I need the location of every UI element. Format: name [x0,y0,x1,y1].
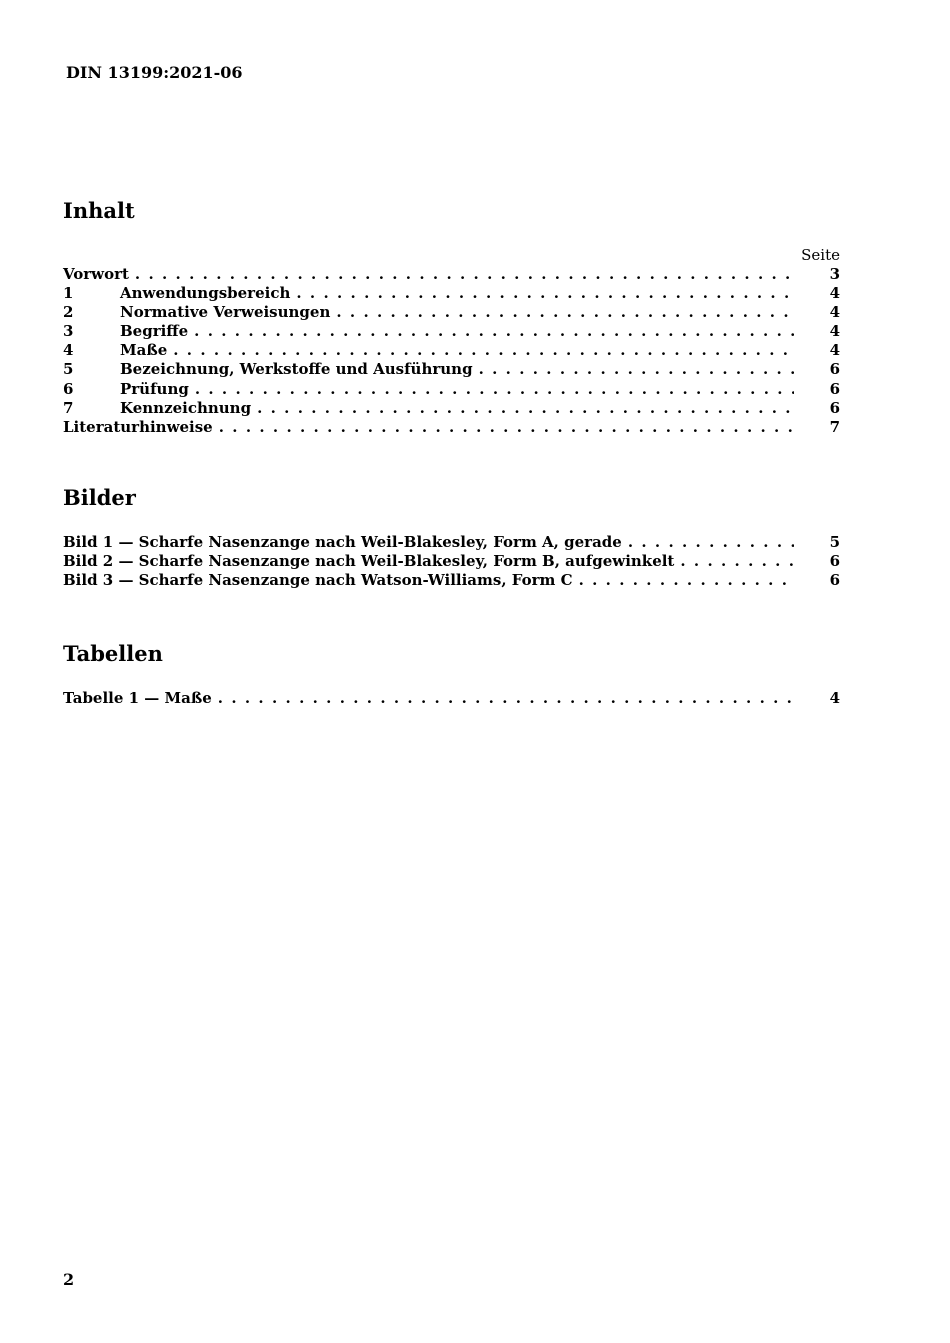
figure-entry-page: 5 [829,533,840,551]
toc-entry-page: 4 [829,284,840,303]
dot-leader [194,322,794,341]
figure-entry-page: 6 [829,571,840,590]
toc-entry-number: 3 [63,322,74,341]
figure-entry-title: Bild 2 — Scharfe Nasenzange nach Weil-Blakesley, Form B, aufgewinkelt [63,552,675,571]
toc-entry-vorwort[interactable] [63,265,840,284]
table-entry[interactable] [63,689,840,708]
toc-entry-page: 4 [829,322,840,341]
toc-entry-normative-verweisungen[interactable] [63,303,840,322]
dot-leader [195,380,794,399]
dot-leader [336,303,794,322]
toc-entry-page: 6 [829,398,840,417]
dot-leader [218,689,794,708]
toc-entry-title: Bezeichnung, Werkstoffe und Ausführung [120,360,473,379]
dot-leader [173,341,794,360]
toc-entry-title: Literaturhinweise [63,417,213,436]
page-column-label: Seite [801,246,840,264]
page-number: 2 [63,1270,75,1289]
toc-entry-anwendungsbereich[interactable] [63,284,840,303]
toc-entry-page: 6 [829,379,840,398]
figures-heading: Bilder [63,485,136,510]
toc-entry-title: Maße [120,341,168,360]
toc-entry-title: Prüfung [120,379,189,398]
toc-entry-masse[interactable] [63,341,840,360]
toc-entry-page: 6 [829,360,840,379]
toc-entry-page: 4 [829,303,840,322]
contents-list [63,265,840,437]
figure-entry-title: Bild 1 — Scharfe Nasenzange nach Weil-Blakesley, Form A, gerade [63,533,622,551]
toc-entry-page: 3 [829,265,840,283]
dot-leader [680,552,794,571]
dot-leader [219,418,794,437]
toc-entry-number: 1 [63,284,74,303]
toc-entry-bezeichnung[interactable] [63,360,840,379]
toc-entry-number: 6 [63,379,74,398]
toc-entry-title: Vorwort [63,265,129,283]
figure-entry-title: Bild 3 — Scharfe Nasenzange nach Watson-Williams, Form C [63,571,573,590]
toc-entry-title: Normative Verweisungen [120,303,331,322]
toc-entry-page: 4 [829,341,840,360]
toc-entry-title: Begriffe [120,322,189,341]
dot-leader [628,533,794,552]
figure-entry[interactable] [63,552,840,571]
toc-entry-begriffe[interactable] [63,322,840,341]
figure-entry-page: 6 [829,552,840,571]
tables-list [63,689,840,708]
toc-entry-number: 7 [63,398,74,417]
dot-leader [296,284,794,303]
table-entry-page: 4 [829,689,840,707]
toc-entry-pruefung[interactable] [63,380,840,399]
dot-leader [135,265,794,284]
toc-entry-number: 5 [63,360,74,379]
tables-heading: Tabellen [63,641,163,666]
toc-entry-page: 7 [829,417,840,436]
toc-entry-title: Anwendungsbereich [120,284,291,303]
document-id: DIN 13199:2021-06 [66,63,243,82]
figures-list [63,533,840,590]
table-entry-title: Tabelle 1 — Maße [63,689,212,707]
toc-entry-literaturhinweise[interactable] [63,418,840,437]
figure-entry[interactable] [63,533,840,552]
contents-heading: Inhalt [63,198,135,223]
toc-entry-number: 2 [63,303,74,322]
toc-entry-number: 4 [63,341,74,360]
toc-entry-kennzeichnung[interactable] [63,399,840,418]
dot-leader [257,399,794,418]
toc-entry-title: Kennzeichnung [120,398,252,417]
dot-leader [579,571,794,590]
figure-entry[interactable] [63,571,840,590]
dot-leader [479,360,794,379]
